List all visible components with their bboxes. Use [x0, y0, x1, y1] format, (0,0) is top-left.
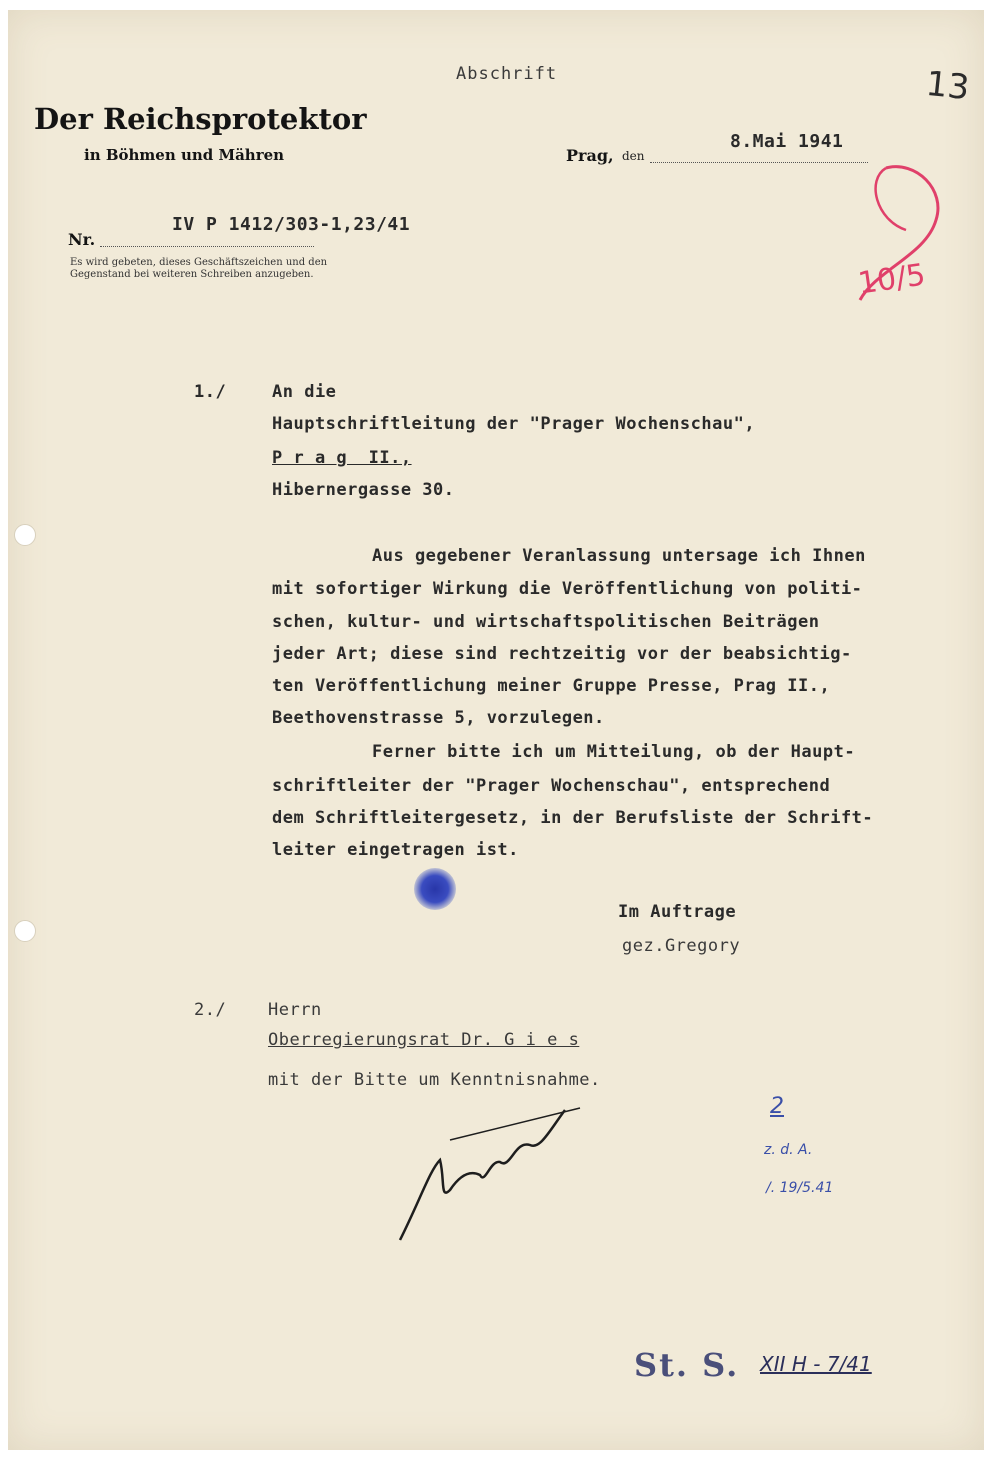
address-line-2: Hauptschriftleitung der "Prager Wochenschau", — [272, 414, 756, 434]
address-line-4: Hibernergasse 30. — [272, 480, 455, 500]
date-prefix: den — [622, 149, 645, 163]
paragraph-2-line-3: dem Schriftleitergesetz, in der Berufsliste der Schrift- — [272, 808, 874, 828]
punch-hole-top — [14, 524, 36, 546]
section-1-number: 1./ — [194, 382, 227, 402]
red-mark-text: 10/5 — [855, 257, 928, 302]
ref-dotted-line — [100, 246, 314, 247]
closing-phrase: Im Auftrage — [618, 902, 737, 922]
copy-mark: Abschrift — [456, 64, 558, 84]
handwritten-signature — [390, 1100, 590, 1250]
stamp-number: XII H - 7/41 — [760, 1352, 872, 1376]
paragraph-2-line-2: schriftleiter der "Prager Wochenschau", entsprechend — [272, 776, 831, 796]
punch-hole-bottom — [14, 920, 36, 942]
section-2-number: 2./ — [194, 1000, 227, 1020]
ink-blot — [414, 868, 456, 910]
ref-note-line-2: Gegenstand bei weiteren Schreiben anzugeben. — [70, 269, 314, 280]
blue-annotation-1: 2 — [770, 1094, 784, 1119]
authority-subtitle: in Böhmen und Mähren — [84, 146, 285, 164]
blue-annotation-2: z. d. A. — [764, 1142, 813, 1158]
paragraph-1-line-2: mit sofortiger Wirkung die Veröffentlichung von politi- — [272, 579, 863, 599]
authority-title: Der Reichsprotektor — [34, 102, 367, 136]
date-dotted-line — [650, 162, 868, 163]
blue-annotation-3: /. 19/5.41 — [766, 1180, 834, 1196]
address-line-3: P r a g II., — [272, 448, 412, 468]
reference-number: IV P 1412/303-1,23/41 — [172, 214, 411, 235]
paragraph-1-line-1: Aus gegebener Veranlassung untersage ich Ihnen — [372, 546, 866, 566]
salutation: Herrn — [268, 1000, 322, 1020]
address-line-1: An die — [272, 382, 337, 402]
recipient-name: Oberregierungsrat Dr. G i e s — [268, 1030, 580, 1050]
ref-note-line-1: Es wird gebeten, dieses Geschäftszeichen und den — [70, 257, 328, 268]
folio-number: 13 — [924, 63, 972, 109]
paragraph-1-line-6: Beethovenstrasse 5, vorzulegen. — [272, 708, 605, 728]
stamp-mark: St. S. — [634, 1346, 740, 1384]
paragraph-1-line-5: ten Veröffentlichung meiner Gruppe Presse, Prag II., — [272, 676, 831, 696]
paragraph-2-line-1: Ferner bitte ich um Mitteilung, ob der Haupt- — [372, 742, 856, 762]
letter-date: 8.Mai 1941 — [730, 131, 844, 152]
paragraph-1-line-4: jeder Art; diese sind rechtzeitig vor der beabsichtig- — [272, 644, 852, 664]
request-line: mit der Bitte um Kenntnisnahme. — [268, 1070, 601, 1090]
typed-signature: gez.Gregory — [622, 936, 741, 956]
ref-label: Nr. — [68, 230, 96, 249]
paragraph-1-line-3: schen, kultur- und wirtschaftspolitischen Beiträgen — [272, 612, 820, 632]
paragraph-2-line-4: leiter eingetragen ist. — [272, 840, 519, 860]
place-label: Prag, — [566, 146, 614, 165]
